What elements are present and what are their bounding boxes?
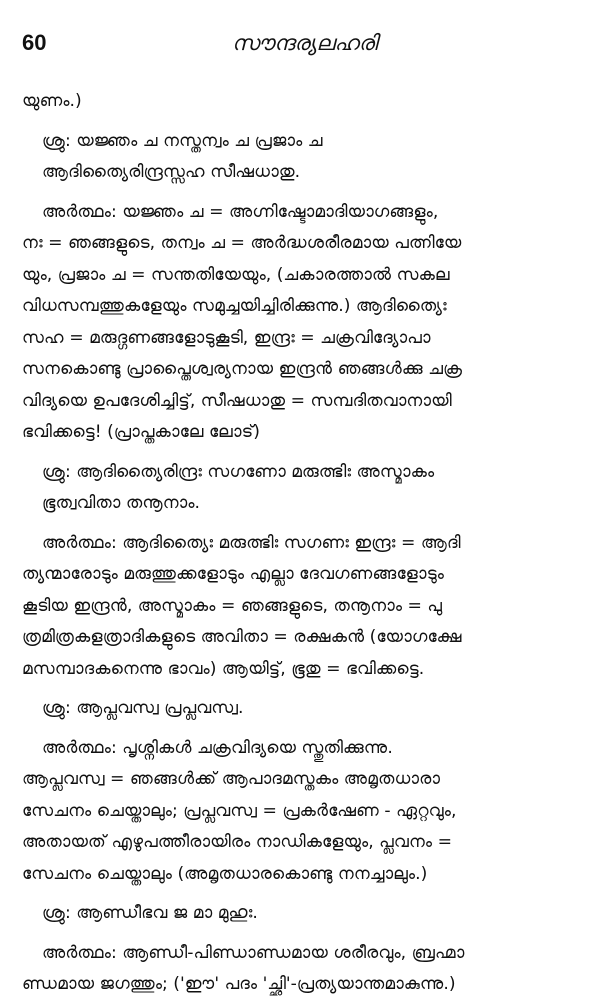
text-line: അർത്ഥം: ആദിത്യൈഃ മരുത്ഭിഃ സഗണഃ ഇന്ദ്രഃ = ആദി [42,532,461,553]
text-line: നഃ = ഞങ്ങളുടെ, തന്വം ച = അർദ്ധശരീരമായ പത്നിയേ [22,233,462,253]
text-line: ആദിത്യൈരിന്ദ്രസ്സഹ സീഷധാതു. [42,162,301,182]
sruti-verse [22,126,582,189]
text-line: ശ്രു: ആദിത്യൈരിന്ദ്രഃ സഗണോ മരുത്ഭിഃ അസ്മാകം [42,461,435,482]
text-line: വിദ്യയെ ഉപദേശിച്ചിട്ട്, സീഷധാതു = സമ്പദിതവാനായി [22,390,452,411]
text-line: ഭവിക്കട്ടെ! (പ്രാപ്തകാലേ ലോട്) [22,422,260,442]
page-header [22,30,582,86]
text-line: ശ്രു: യജ്ഞം ച നസ്തന്വം ച പ്രജാം ച [42,130,323,151]
text-line: ണ്ഡമായ ജഗത്തും; ('ഈ' പദം 'ച്ഛി'-പ്രത്യയാന്തമാകുന്നു.) [22,974,456,994]
text-line: സഹ = മരുദ്ഗണങ്ങളോടുകൂടി, ഇന്ദ്രഃ = ചക്രവിദ്യോപാ [22,327,431,348]
continuation-text [22,86,582,118]
text-line: ത്രമിത്രകളത്രാദികളുടെ അവിതാ = രക്ഷകൻ (യോഗക്ഷേ [22,627,462,647]
sruti-verse [22,457,582,520]
body-text [22,86,582,1001]
text-line: അർത്ഥം: ആണ്ഡീ-പിണ്ഡാണ്ഡമായ ശരീരവും, ബ്രഹ്മാ [42,942,465,963]
running-title: സൗന്ദര്യലഹരി [232,31,378,55]
text-line: അതായത് എഴുപത്തീരായിരം നാഡികളേയും, പ്ലവനം = [22,832,452,852]
text-line: യും, പ്രജാം ച = സന്തതിയേയും, (ചകാരത്താൽ സകല [22,264,450,285]
text-line: ഭൂത്വവിതാ തനൂനാം. [42,493,201,513]
text-line: കൂടിയ ഇന്ദ്രൻ, അസ്മാകം = ഞങ്ങളുടെ, തനൂനാം = പു [22,595,443,616]
text-line: സേചനം ചെയ്താലും; പ്രപ്ലവസ്വ = പ്രകർഷേണ - ഏറ്റവും, [22,800,457,821]
text-line: ശ്രു: ആണ്ഡീഭവ ജ മാ മുഹുഃ. [42,903,258,923]
text-line: സേചനം ചെയ്താലും (അമൃതധാരകൊണ്ടു നനച്ചാലും.) [22,863,428,884]
text-line: ശ്രു: ആപ്ലവസ്വ പ്രപ്ലവസ്വ. [42,698,244,718]
meaning-paragraph [22,938,582,1001]
sruti-verse [22,898,582,930]
text-line: ആപ്ലവസ്വ = ഞങ്ങൾക്ക് ആപാദമസ്തകം അമൃതധാരാ [22,769,441,789]
text-line: അർത്ഥം: യജ്ഞം ച = അഗ്നിഷ്ടോമാദിയാഗങ്ങളും, [42,201,439,222]
text-line: സനകൊണ്ടു പ്രാപ്തൈശ്വര്യനായ ഇന്ദ്രൻ ഞങ്ങൾക്കു ചക്ര [22,359,463,379]
text-line: മസമ്പാദകനെന്നു ഭാവം) ആയിട്ട്, ഭൂതു = ഭവിക്കട്ടെ. [22,658,425,679]
text-line: യുണം.) [22,91,82,111]
sruti-verse [22,693,582,725]
text-line: വിധസമ്പത്തുകളേയും സമുച്ചയിച്ചിരിക്കുന്നു.) ആദിത്യൈഃ [22,296,447,316]
text-line: ത്യന്മാരോടും മരുത്തുക്കളോടും എല്ലാ ദേവഗണങ്ങളോടും [22,564,444,584]
meaning-paragraph [22,733,582,891]
page-number: 60 [22,30,47,55]
text-line: അർത്ഥം: പൃശ്നികൾ ചക്രവിദ്യയെ സ്തുതിക്കുന്നു. [42,737,393,758]
meaning-paragraph [22,528,582,686]
meaning-paragraph [22,197,582,449]
